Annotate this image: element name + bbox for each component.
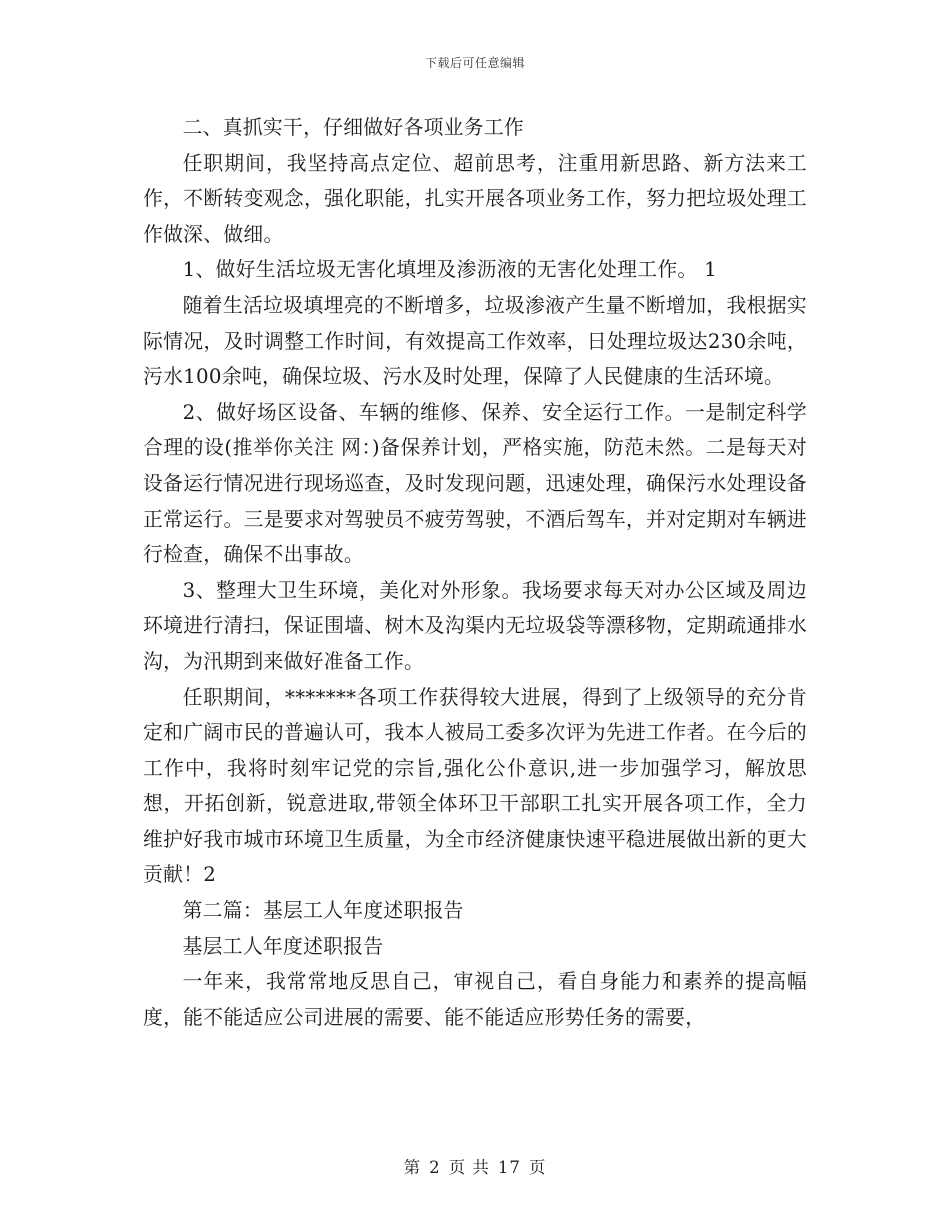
paragraph: 任职期间，我坚持高点定位、超前思考，注重用新思路、新方法来工作，不断转变观念，强化职能，扎实开展各项业务工作，努力把垃圾处理工作做深、做细。: [143, 151, 807, 246]
chapter-heading: 第二篇：基层工人年度述职报告: [182, 899, 464, 923]
paragraph: 3、整理大卫生环境，美化对外形象。我场要求每天对办公区域及周边环境进行清扫，保证围墙、树木及沟渠内无垃圾袋等漂移物，定期疏通排水沟，为汛期到来做好准备工作。: [143, 578, 807, 673]
paragraph: 随着生活垃圾填埋亮的不断增多，垃圾渗液产生量不断增加，我根据实际情况，及时调整工作时间，有效提高工作效率，日处理垃圾达230余吨，污水100余吨，确保垃圾、污水及时处理，保障了人民健康的生活环境。: [143, 293, 807, 389]
footer-middle: 页 共: [448, 1158, 490, 1177]
footer-page-number: 2: [429, 1158, 441, 1177]
footer-total-pages: 17: [497, 1158, 521, 1177]
page-footer: [0, 1154, 950, 1178]
paragraph: 2、做好场区设备、车辆的维修、保养、安全运行工作。一是制定科学合理的设(推举你关注 网：)备保养计划，严格实施，防范未然。二是每天对设备运行情况进行现场巡查，及时发现问题，迅速处理，确保污水处理设备正常运行。三是要求对驾驶员不疲劳驾驶，不酒后驾车，并对定期对车辆进行检查，确保不出事故。: [143, 400, 807, 567]
section-heading: 二、真抓实干，仔细做好各项业务工作: [182, 116, 524, 139]
document-body: [143, 110, 807, 1035]
footer-prefix: 第: [403, 1158, 422, 1177]
page-header: 下载后可任意编辑: [424, 56, 525, 70]
paragraph: 一年来，我常常地反思自己，审视自己，看自身能力和素养的提高幅度，能不能适应公司进展的需要、能不能适应形势任务的需要，: [143, 970, 807, 1029]
paragraph: 任职期间，*******各项工作获得较大进展，得到了上级领导的充分肯定和广阔市民的普遍认可，我本人被局工委多次评为先进工作者。在今后的工作中，我将时刻牢记党的宗旨,强化公仆意识,进一步加强学习，解放思想，开拓创新，锐意进取,带领全体环卫干部职工扎实开展各项工作，全力维护好我市城市环境卫生质量，为全市经济健康快速平稳进展做出新的更大贡献！2: [143, 685, 807, 887]
list-item-heading: 1、做好生活垃圾无害化填埋及渗沥液的无害化处理工作。 1: [182, 258, 717, 282]
report-title: 基层工人年度述职报告: [182, 934, 384, 958]
footer-suffix: 页: [528, 1158, 547, 1177]
